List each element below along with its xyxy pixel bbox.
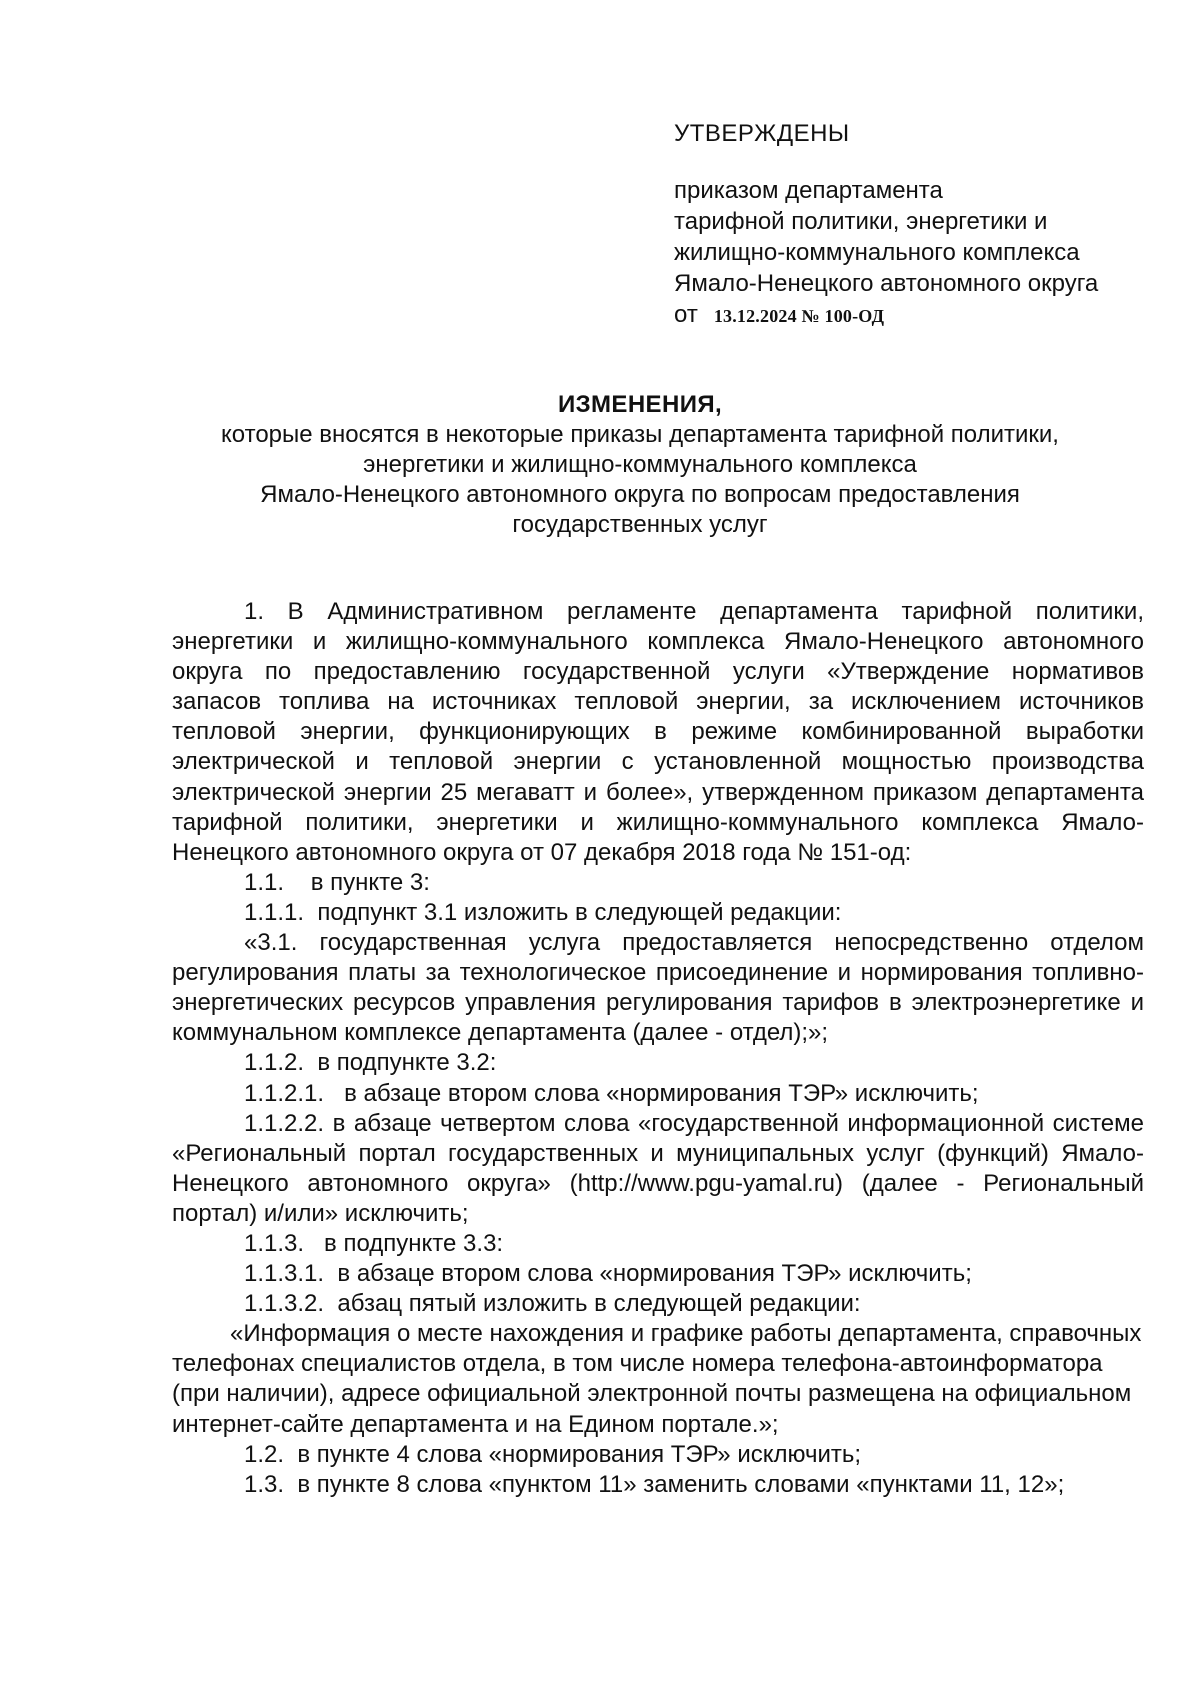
document-subtitle-line: которые вносятся в некоторые приказы департамента тарифной политики,: [221, 421, 1059, 448]
document-subtitle-line: энергетики и жилищно-коммунального комплекса: [363, 451, 917, 478]
approval-line: приказом департамента: [674, 177, 943, 204]
paragraph-1-1-3-1: 1.1.3.1. в абзаце втором слова «нормирования ТЭР» исключить;: [244, 1260, 972, 1288]
paragraph-1-2: 1.2. в пункте 4 слова «нормирования ТЭР» исключить;: [244, 1440, 862, 1468]
paragraph-1-1-1: 1.1.1. подпункт 3.1 изложить в следующей редакции:: [244, 898, 842, 926]
approval-date-line: [674, 299, 1144, 332]
paragraph-1-1-2: 1.1.2. в подпункте 3.2:: [244, 1049, 497, 1077]
approval-date-number: 13.12.2024 № 100-ОД: [713, 306, 885, 326]
document-heading: ИЗМЕНЕНИЯ,: [557, 391, 723, 418]
paragraph-1: 1. В Административном регламенте департамента тарифной политики, энергетики и жилищно-коммунального комплекса Ямало-Ненецкого автономного округа по предоставлению государственной услуги «Утверждение нормативов запасов топлива на источниках тепловой энергии, за исключением источников тепловой энергии, функционирующих в режиме комбинированной выработки электрической и тепловой энергии с установленной мощностью производства электрической энергии 25 мегаватт и более», утвержденном приказом департамента тарифной политики, энергетики и жилищно-коммунального комплекса Ямало-Ненецкого автономного округа от 07 декабря 2018 года № 151-од:: [172, 598, 1144, 866]
paragraph-1-3: 1.3. в пункте 8 слова «пунктом 11» заменить словами «пунктами 11, 12»;: [244, 1470, 1065, 1498]
document-title-block: [100, 390, 1180, 540]
paragraph-1-1-2-2: 1.1.2.2. в абзаце четвертом слова «государственной информационной системе «Региональный портал государственных и муниципальных услуг (функций) Ямало-Ненецкого автономного округа» (http://www.pgu-yamal.ru) (далее - Региональный портал) и/или» исключить;: [172, 1109, 1144, 1227]
paragraph-1-1-3-2-text: «Информация о месте нахождения и графике работы департамента, справочных телефонах специалистов отдела, в том числе номера телефона-автоинформатора (при наличии), адресе официальной электронной почты размещена на официальном интернет-сайте департамента и на Едином портале.»;: [172, 1320, 1142, 1438]
paragraph-1-1-3: 1.1.3. в подпункте 3.3:: [244, 1229, 504, 1257]
paragraph-1-1-1-text: «3.1. государственная услуга предоставляется непосредственно отделом регулирования платы за технологическое присоединение и нормирования топливно-энергетических ресурсов управления регулирования тарифов в электроэнергетике и коммунальном комплексе департамента (далее - отдел);»;: [172, 929, 1144, 1047]
paragraph-1-1-2-1: 1.1.2.1. в абзаце втором слова «нормирования ТЭР» исключить;: [244, 1079, 979, 1107]
approval-line: жилищно-коммунального комплекса: [674, 239, 1080, 266]
document-subtitle-line: Ямало-Ненецкого автономного округа по вопросам предоставления: [260, 481, 1020, 508]
approval-stamp-block: [674, 118, 1144, 332]
approval-heading: УТВЕРЖДЕНЫ: [674, 120, 850, 147]
approval-line: тарифной политики, энергетики и: [674, 208, 1048, 235]
paragraph-1-1-3-2: 1.1.3.2. абзац пятый изложить в следующей редакции:: [244, 1290, 861, 1318]
paragraph-1-1: 1.1. в пункте 3:: [244, 868, 430, 896]
document-body: [172, 597, 1144, 1500]
document-subtitle-line: государственных услуг: [512, 511, 768, 538]
approval-line: Ямало-Ненецкого автономного округа: [674, 270, 1099, 297]
approval-date-prefix: от: [674, 301, 698, 328]
